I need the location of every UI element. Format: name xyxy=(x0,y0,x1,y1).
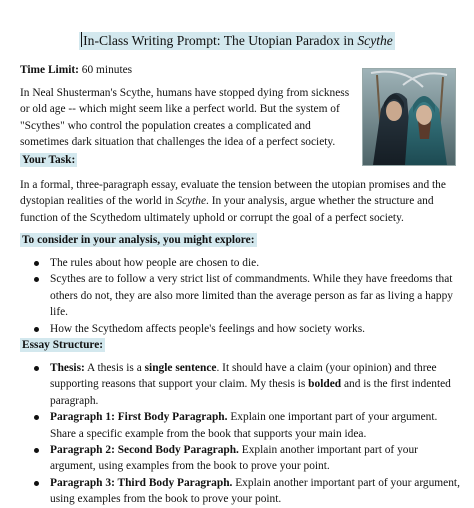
bullet-icon xyxy=(34,277,39,282)
consider-heading: To consider in your analysis, you might explore: xyxy=(22,234,255,246)
list-item: Paragraph 3: Third Body Paragraph. Explain another important part of your argument, using examples from the book to prove your point. xyxy=(20,475,460,508)
your-task-heading: Your Task: xyxy=(22,154,76,166)
bullet-icon xyxy=(34,481,39,486)
page-title xyxy=(79,32,395,50)
title-italic: Scythe xyxy=(357,33,393,48)
bullet-icon xyxy=(34,415,39,420)
consider-list xyxy=(20,255,460,337)
list-item: Scythes are to follow a very strict list of commandments. While they have freedoms that others do not, they are also more limited than the average person as far as living a happy life. xyxy=(20,271,460,320)
title-block xyxy=(0,32,474,50)
list-item: How the Scythedom affects people's feelings and how society works. xyxy=(20,321,460,337)
text-cursor xyxy=(81,32,82,47)
time-limit-value: 60 minutes xyxy=(78,64,133,76)
bullet-icon xyxy=(34,448,39,453)
essay-structure-heading: Essay Structure: xyxy=(22,339,104,351)
list-item: The rules about how people are chosen to die. xyxy=(20,255,460,271)
list-item: Paragraph 1: First Body Paragraph. Explain one important part of your argument. Share a specific example from the book that supports your main idea. xyxy=(20,409,460,442)
bullet-icon xyxy=(34,327,39,332)
task-paragraph: In a formal, three-paragraph essay, evaluate the tension between the utopian promises and the dystopian realities of the world in Scythe. In your analysis, argue whether the structure and function of the Scythedom ultimately uphold or corrupt the goal of a perfect society. xyxy=(20,179,446,224)
intro-paragraph: In Neal Shusterman's Scythe, humans have stopped dying from sickness or old age -- which might seem like a perfect world. But the system of "Scythes" who control the population creates a complicated and sometimes dark situation that challenges the idea of a perfect society. xyxy=(20,87,350,149)
list-item: Thesis: A thesis is a single sentence. It should have a claim (your opinion) and three supporting reasons that support your claim. My thesis is bolded and is the first indented paragraph. xyxy=(20,360,460,409)
hooded-figures-illustration-icon xyxy=(362,68,456,166)
list-item: Paragraph 2: Second Body Paragraph. Explain another important part of your argument, using examples from the book to prove your point. xyxy=(20,442,460,475)
time-limit-label: Time Limit: xyxy=(20,64,79,76)
bullet-icon xyxy=(34,366,39,371)
title-text: In-Class Writing Prompt: The Utopian Paradox in xyxy=(83,33,358,48)
bullet-icon xyxy=(34,261,39,266)
time-limit xyxy=(20,62,132,78)
structure-list xyxy=(20,360,460,508)
